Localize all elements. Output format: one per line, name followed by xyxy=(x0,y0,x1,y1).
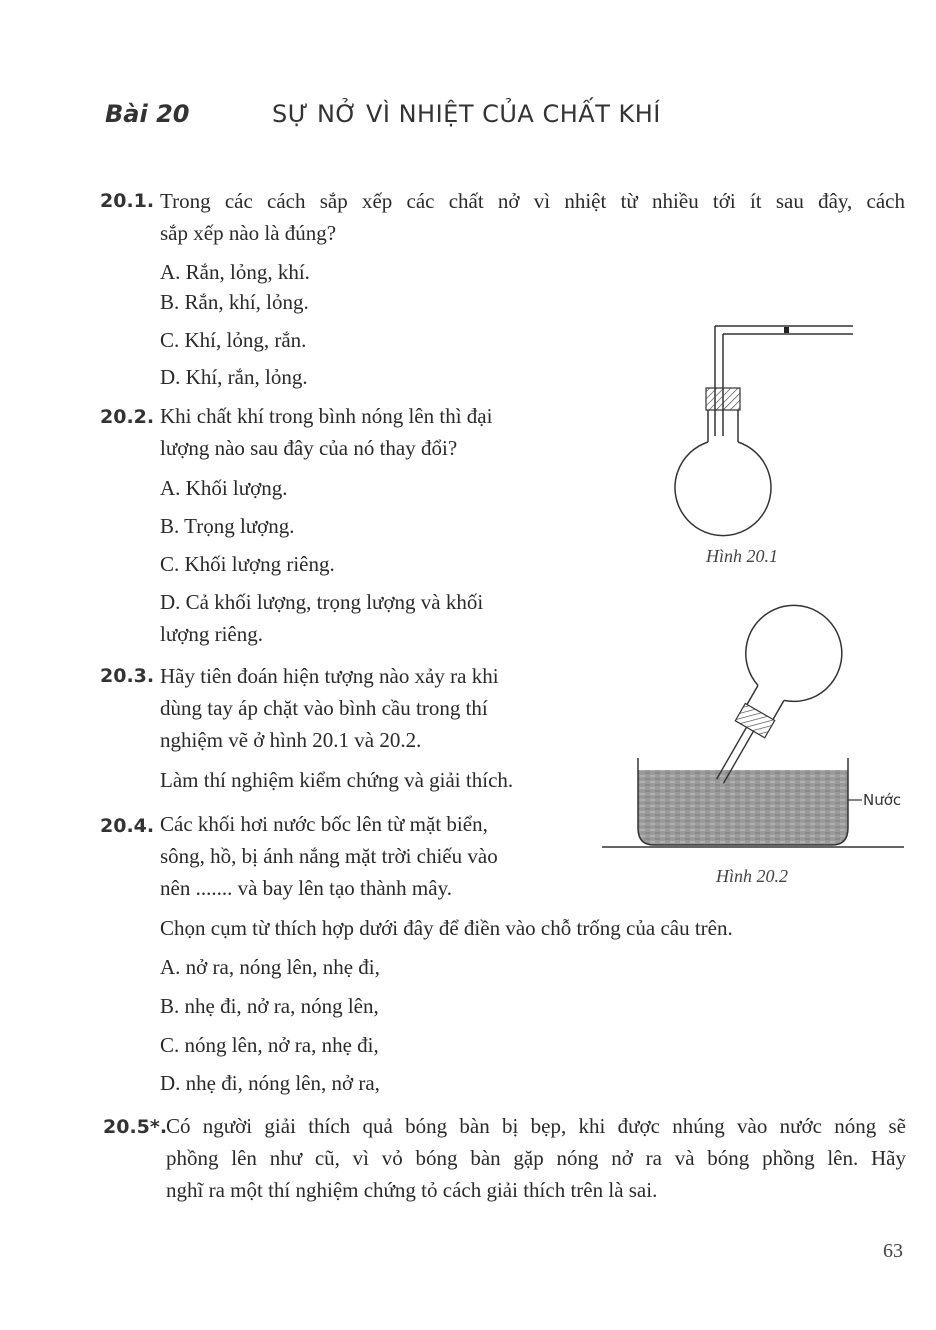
question-prompt: Chọn cụm từ thích hợp dưới đây để điền vào chỗ trống của câu trên. xyxy=(160,916,733,940)
question-text: Khi chất khí trong bình nóng lên thì đại lượng nào sau đây của nó thay đổi? xyxy=(160,404,493,460)
lesson-number: Bài 20 xyxy=(105,100,190,128)
figure-caption: Hình 20.2 xyxy=(716,866,788,886)
question-number: 20.2. xyxy=(100,406,155,428)
question-number: 20.3. xyxy=(100,665,155,687)
question-number: 20.5*. xyxy=(103,1116,168,1138)
answer-option: A. Rắn, lỏng, khí. xyxy=(160,260,310,284)
answer-option: B. nhẹ đi, nở ra, nóng lên, xyxy=(160,994,379,1018)
figure-20-2-flask-in-water xyxy=(600,600,920,860)
figure-20-1-flask xyxy=(660,310,870,540)
answer-option: A. Khối lượng. xyxy=(160,476,288,500)
question-text: Các khối hơi nước bốc lên từ mặt biển, sông, hồ, bị ánh nắng mặt trời chiếu vào nên ....... và bay lên tạo thành mây. xyxy=(160,812,498,900)
figure-caption: Hình 20.1 xyxy=(706,546,778,566)
answer-option: B. Trọng lượng. xyxy=(160,514,295,538)
answer-option: D. Cả khối lượng, trọng lượng và khối xyxy=(160,590,484,614)
answer-option: D. nhẹ đi, nóng lên, nở ra, xyxy=(160,1071,380,1095)
question-number: 20.1. xyxy=(100,190,155,212)
answer-option: C. Khối lượng riêng. xyxy=(160,552,335,576)
answer-option: B. Rắn, khí, lỏng. xyxy=(160,290,309,314)
water-label: Nước xyxy=(863,791,902,809)
answer-option: D. Khí, rắn, lỏng. xyxy=(160,365,308,389)
lesson-title: SỰ NỞ VÌ NHIỆT CỦA CHẤT KHÍ xyxy=(272,100,661,128)
answer-option: C. nóng lên, nở ra, nhẹ đi, xyxy=(160,1033,379,1057)
question-instruction: Làm thí nghiệm kiểm chứng và giải thích. xyxy=(160,768,514,792)
question-number: 20.4. xyxy=(100,815,155,837)
answer-option: C. Khí, lỏng, rắn. xyxy=(160,328,307,352)
answer-option-continued: lượng riêng. xyxy=(160,622,263,646)
question-text: Có người giải thích quả bóng bàn bị bẹp, khi được nhúng vào nước nóng sẽ phồng lên như cũ, vì vỏ bóng bàn gặp nóng nở ra và bóng phồng lên. Hãy nghĩ ra một thí nghiệm chứng tỏ cách giải thích trên là sai. xyxy=(166,1114,906,1202)
question-text: Hãy tiên đoán hiện tượng nào xảy ra khi dùng tay áp chặt vào bình cầu trong thí nghiệm vẽ ở hình 20.1 và 20.2. xyxy=(160,664,499,752)
page-number: 63 xyxy=(883,1240,903,1262)
question-text: Trong các cách sắp xếp các chất nở vì nhiệt từ nhiều tới ít sau đây, cách sắp xếp nào là đúng? xyxy=(160,189,905,245)
answer-option: A. nở ra, nóng lên, nhẹ đi, xyxy=(160,955,380,979)
